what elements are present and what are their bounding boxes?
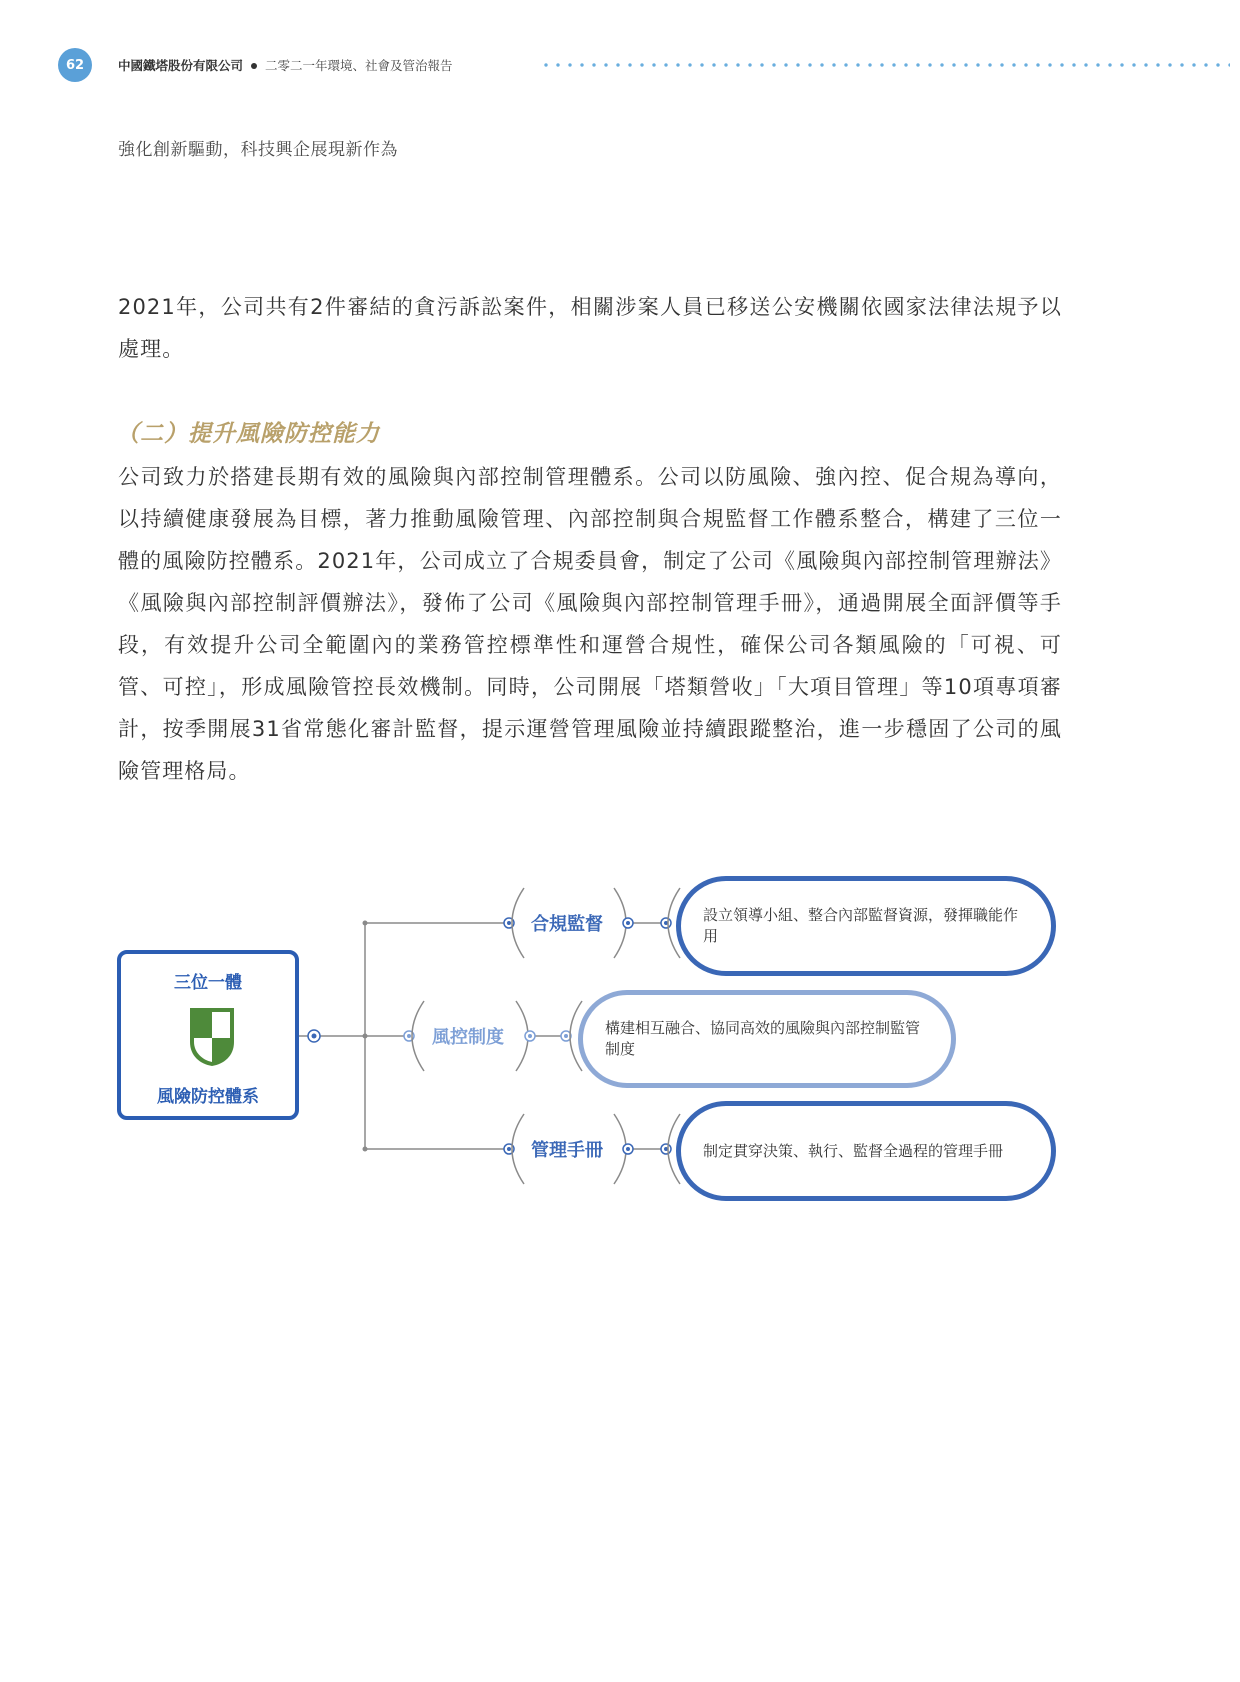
diagram-root-box (117, 950, 299, 1120)
root-subtitle: 風險防控體系 (157, 1087, 259, 1107)
paragraph-corruption-cases: 2021年，公司共有2件審結的貪污訴訟案件，相關涉案人員已移送公安機關依國家法律法規予以處理。 (118, 295, 1062, 361)
shield-icon (188, 1006, 236, 1068)
subheading-risk-control: （二）提升風險防控能力 (116, 421, 380, 447)
company-name: 中國鐵塔股份有限公司 (118, 58, 244, 73)
branch-description-risk-system (578, 990, 956, 1088)
branch-description-compliance (676, 876, 1056, 976)
branch-text-manual: 制定貫穿決策、執行、監督全過程的管理手冊 (703, 1141, 1004, 1160)
page-number-badge: 62 (58, 48, 92, 82)
branch-text-risk-system: 構建相互融合、協同高效的風險與內部控制監管制度 (605, 1019, 921, 1058)
branch-description-manual (676, 1101, 1056, 1201)
branch-label-compliance: 合規監督 (531, 914, 603, 935)
root-title: 三位一體 (174, 973, 242, 993)
report-title: 二零二一年環境、社會及管治報告 (265, 58, 453, 73)
branch-label-manual: 管理手冊 (531, 1140, 603, 1161)
paragraph-risk-system: 公司致力於搭建長期有效的風險與內部控制管理體系。公司以防風險、強內控、促合規為導向，以持續健康發展為目標，著力推動風險管理、內部控制與合規監督工作體系整合，構建了三位一體的風險防控體系。2021年，公司成立了合規委員會，制定了公司《風險與內部控制管理辦法》《風險與內部控制評價辦法》，發佈了公司《風險與內部控制管理手冊》，通過開展全面評價等手段，有效提升公司全範圍內的業務管控標準性和運營合規性，確保公司各類風險的「可視、可管、可控」，形成風險管控長效機制。同時，公司開展「塔類營收」「大項目管理」等10項專項審計，按季開展31省常態化審計監督，提示運營管理風險並持續跟蹤整治，進一步穩固了公司的風險管理格局。 (118, 465, 1062, 783)
branch-label-risk-system: 風控制度 (432, 1027, 504, 1048)
section-title: 強化創新驅動，科技興企展現新作為 (118, 140, 398, 160)
branch-text-compliance: 設立領導小組、整合內部監督資源，發揮職能作用 (703, 906, 1019, 945)
